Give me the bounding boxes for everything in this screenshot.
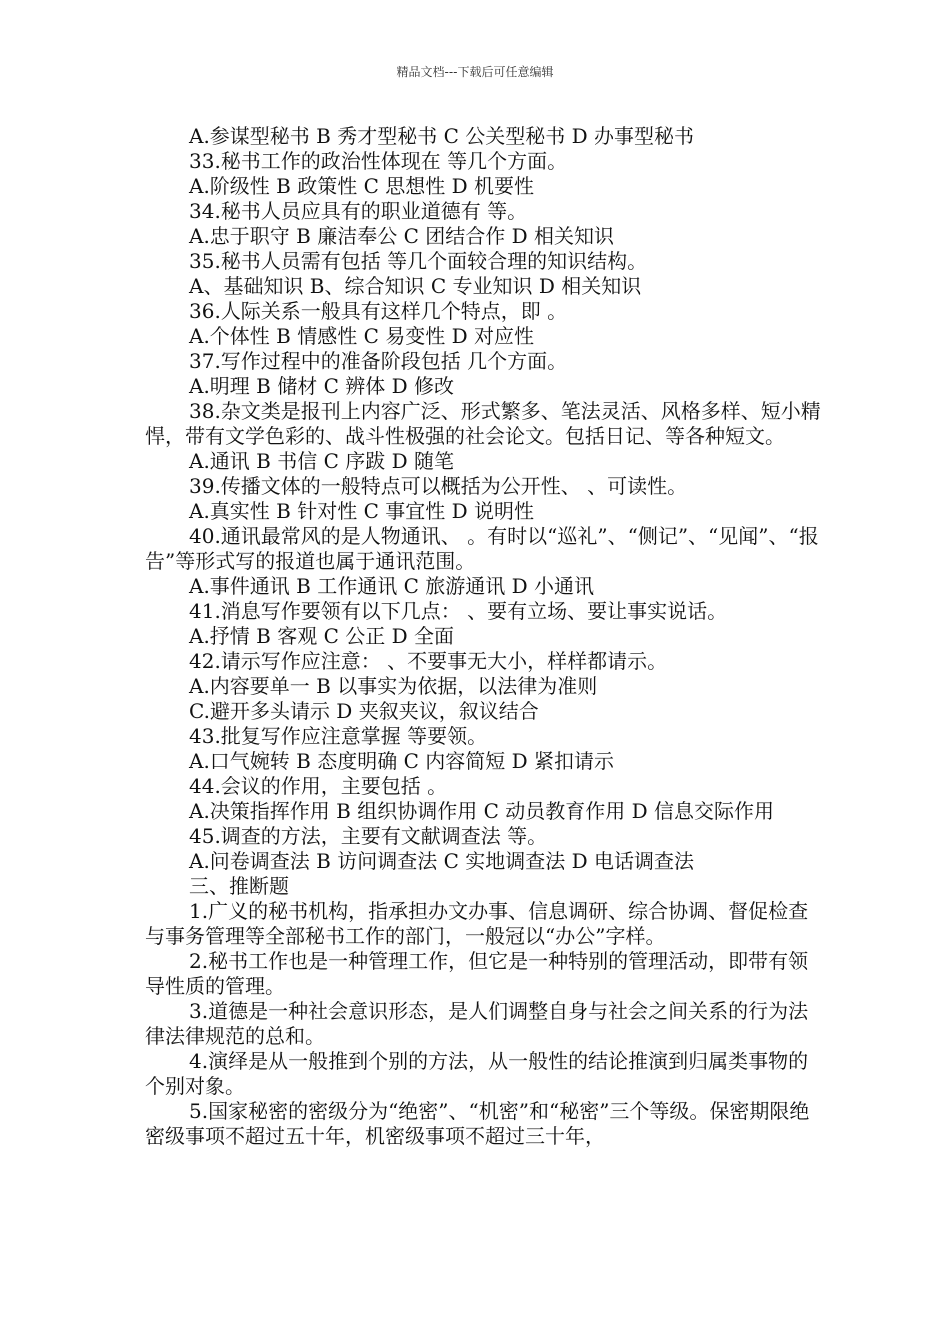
text-paragraph: A、基础知识 B、综合知识 C 专业知识 D 相关知识 [189,274,642,298]
text-paragraph: 38.杂文类是报刊上内容广泛、形式繁多、笔法灵活、风格多样、短小精悍，带有文学色彩的、战斗性极强的社会论文。包括日记、等各种短文。 [145,399,821,448]
text-paragraph: 34.秘书人员应具有的职业道德有 等。 [189,199,528,223]
text-paragraph: A.抒情 B 客观 C 公正 D 全面 [189,624,454,648]
text-paragraph: A.忠于职守 B 廉洁奉公 C 团结合作 D 相关知识 [189,224,614,248]
text-paragraph: A.内容要单一 B 以事实为依据，以法律为准则 [189,674,598,698]
text-paragraph: 42.请示写作应注意： 、不要事无大小，样样都请示。 [189,649,668,673]
text-paragraph: 5.国家秘密的密级分为“绝密”、“机密”和“秘密”三个等级。保密期限绝密级事项不超过五十年，机密级事项不超过三十年， [145,1099,810,1148]
document-body [145,124,821,1149]
text-paragraph: 43.批复写作应注意掌握 等要领。 [189,724,488,748]
text-paragraph: A.口气婉转 B 态度明确 C 内容简短 D 紧扣请示 [189,749,614,773]
text-paragraph: 37.写作过程中的准备阶段包括 几个方面。 [189,349,568,373]
text-paragraph: 39.传播文体的一般特点可以概括为公开性、 、可读性。 [189,474,688,498]
text-paragraph: 36.人际关系一般具有这样几个特点，即 。 [189,299,568,323]
text-paragraph: A.事件通讯 B 工作通讯 C 旅游通讯 D 小通讯 [189,574,594,598]
text-paragraph: 1.广义的秘书机构，指承担办文办事、信息调研、综合协调、督促检查与事务管理等全部秘书工作的部门，一般冠以“办公”字样。 [145,899,809,948]
text-paragraph: 3.道德是一种社会意识形态，是人们调整自身与社会之间关系的行为法律法律规范的总和。 [145,999,809,1048]
text-paragraph: A.通讯 B 书信 C 序跋 D 随笔 [189,449,454,473]
text-paragraph: 2.秘书工作也是一种管理工作，但它是一种特别的管理活动，即带有领导性质的管理。 [145,949,809,998]
text-paragraph: 35.秘书人员需有包括 等几个面较合理的知识结构。 [189,249,648,273]
text-paragraph: A.个体性 B 情感性 C 易变性 D 对应性 [189,324,534,348]
text-paragraph: 4.演绎是从一般推到个别的方法，从一般性的结论推演到归属类事物的个别对象。 [145,1049,809,1098]
text-paragraph: 45.调查的方法，主要有文献调查法 等。 [189,824,548,848]
page-header: 精品文档---下载后可任意编辑 [396,65,554,79]
text-paragraph: A.问卷调查法 B 访问调查法 C 实地调查法 D 电话调查法 [189,849,694,873]
text-paragraph: 44.会议的作用，主要包括 。 [189,774,448,798]
text-paragraph: 41.消息写作要领有以下几点： 、要有立场、要让事实说话。 [189,599,728,623]
text-paragraph: C.避开多头请示 D 夹叙夹议，叙议结合 [189,699,539,723]
text-paragraph: 33.秘书工作的政治性体现在 等几个方面。 [189,149,568,173]
text-paragraph: A.阶级性 B 政策性 C 思想性 D 机要性 [189,174,534,198]
text-paragraph: A.参谋型秘书 B 秀才型秘书 C 公关型秘书 D 办事型秘书 [189,124,694,148]
text-paragraph: A.真实性 B 针对性 C 事宜性 D 说明性 [189,499,534,523]
text-paragraph: A.明理 B 储材 C 辨体 D 修改 [189,374,454,398]
text-paragraph: 40.通讯最常风的是人物通讯、 。有时以“巡礼”、“侧记”、“见闻”、“报告”等形式写的报道也属于通讯范围。 [145,524,819,573]
text-paragraph: 三、推断题 [189,874,289,898]
text-paragraph: A.决策指挥作用 B 组织协调作用 C 动员教育作用 D 信息交际作用 [189,799,774,823]
